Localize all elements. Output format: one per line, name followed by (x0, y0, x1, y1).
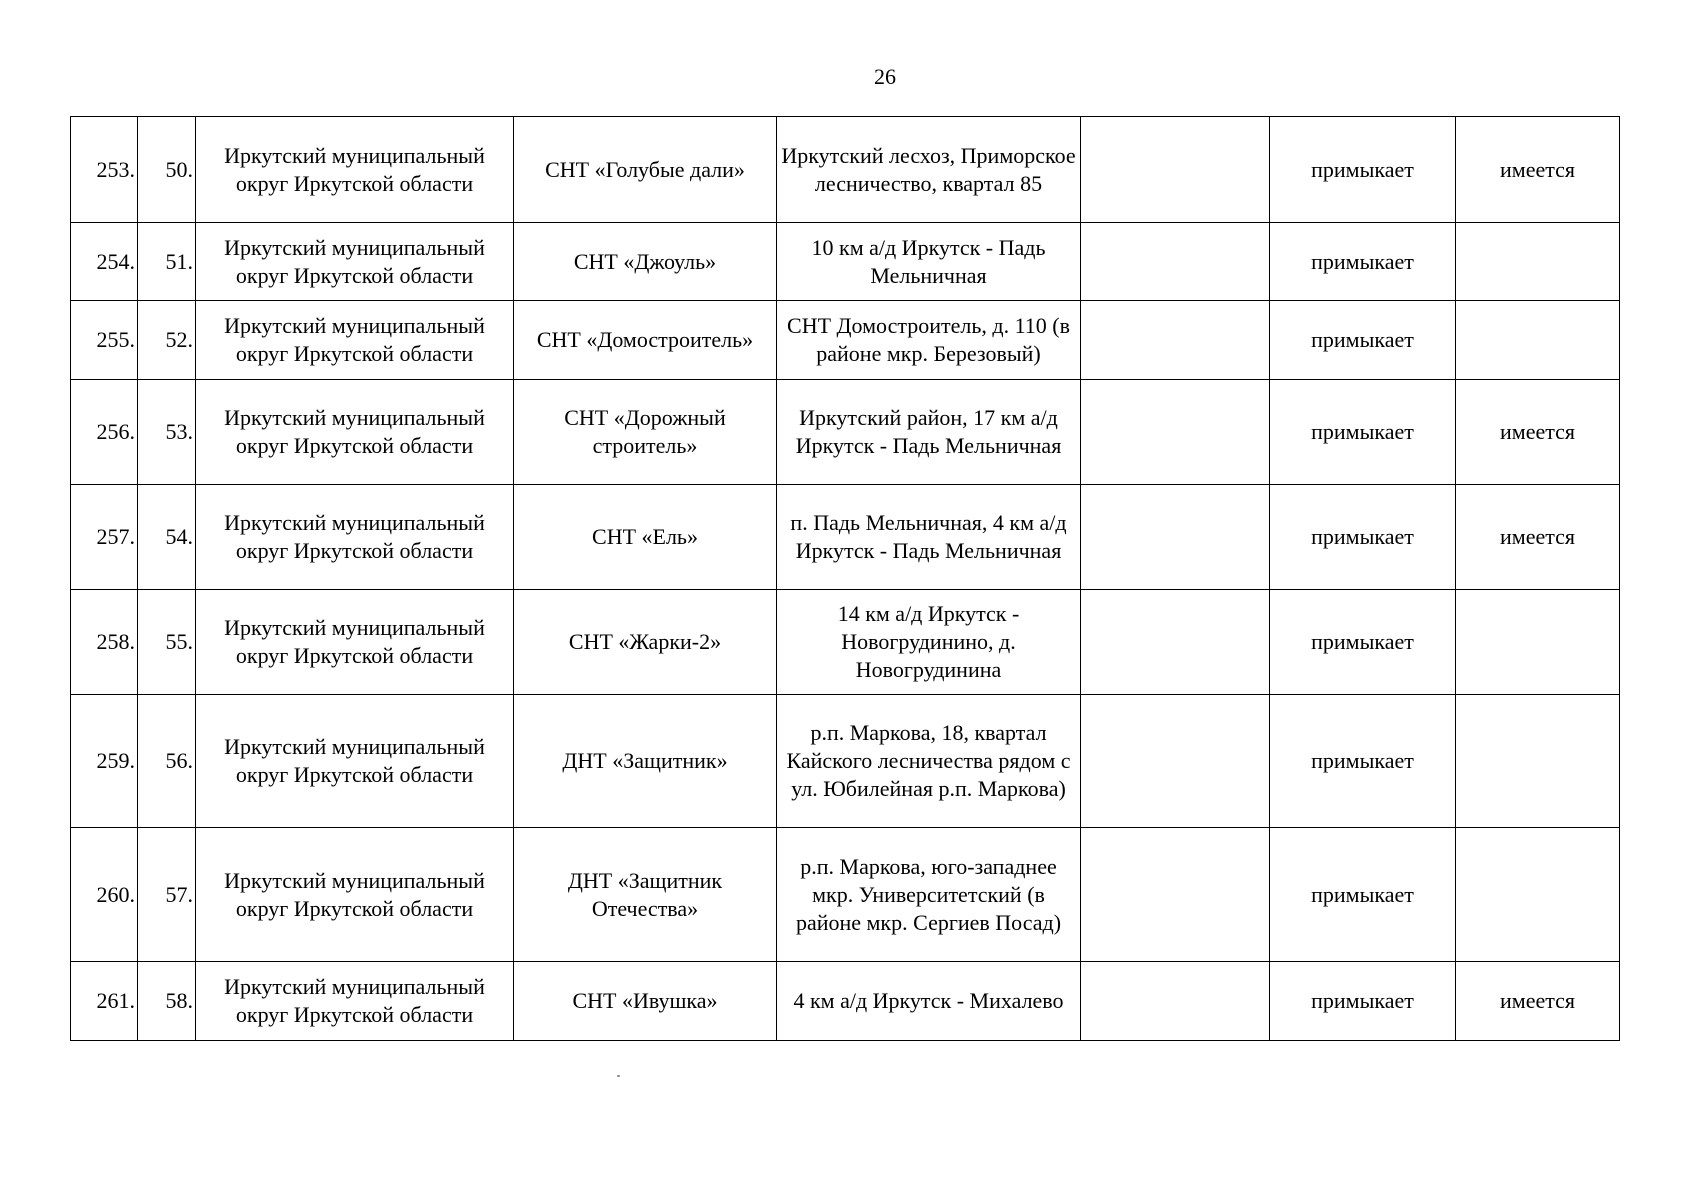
organization-name-cell: СНТ «Ивушка» (514, 962, 777, 1041)
adjacency-status-cell: примыкает (1270, 223, 1456, 301)
availability-status-cell: имеется (1456, 962, 1620, 1041)
extra-column-cell (1081, 485, 1270, 590)
district-cell: Иркутский муниципальный округ Иркутской области (196, 117, 514, 223)
availability-status-cell (1456, 695, 1620, 828)
row-number-cell: 258. (71, 590, 138, 695)
location-cell: р.п. Маркова, юго-западнее мкр. Университетский (в районе мкр. Сергиев Посад) (777, 828, 1081, 962)
sub-number-cell: 55. (138, 590, 196, 695)
row-number-cell: 253. (71, 117, 138, 223)
row-number-cell: 260. (71, 828, 138, 962)
extra-column-cell (1081, 117, 1270, 223)
register-table (70, 116, 1620, 1041)
sub-number-cell: 57. (138, 828, 196, 962)
availability-status-cell (1456, 828, 1620, 962)
table-row (71, 301, 1620, 380)
sub-number-cell: 56. (138, 695, 196, 828)
organization-name-cell: СНТ «Ель» (514, 485, 777, 590)
sub-number-cell: 53. (138, 380, 196, 485)
sub-number-cell: 51. (138, 223, 196, 301)
table-row (71, 828, 1620, 962)
availability-status-cell: имеется (1456, 485, 1620, 590)
row-number-cell: 254. (71, 223, 138, 301)
extra-column-cell (1081, 223, 1270, 301)
page-number: 26 (874, 64, 896, 89)
adjacency-status-cell: примыкает (1270, 301, 1456, 380)
district-cell: Иркутский муниципальный округ Иркутской области (196, 695, 514, 828)
adjacency-status-cell: примыкает (1270, 117, 1456, 223)
sub-number-cell: 50. (138, 117, 196, 223)
table-row (71, 485, 1620, 590)
availability-status-cell (1456, 301, 1620, 380)
adjacency-status-cell: примыкает (1270, 590, 1456, 695)
adjacency-status-cell: примыкает (1270, 485, 1456, 590)
location-cell: 4 км а/д Иркутск - Михалево (777, 962, 1081, 1041)
row-number-cell: 261. (71, 962, 138, 1041)
table-row (71, 695, 1620, 828)
location-cell: СНТ Домостроитель, д. 110 (в районе мкр. Березовый) (777, 301, 1081, 380)
organization-name-cell: СНТ «Джоуль» (514, 223, 777, 301)
location-cell: Иркутский лесхоз, Приморское лесничество, квартал 85 (777, 117, 1081, 223)
row-number-cell: 255. (71, 301, 138, 380)
availability-status-cell: имеется (1456, 117, 1620, 223)
district-cell: Иркутский муниципальный округ Иркутской области (196, 223, 514, 301)
row-number-cell: 259. (71, 695, 138, 828)
organization-name-cell: СНТ «Дорожный строитель» (514, 380, 777, 485)
location-cell: р.п. Маркова, 18, квартал Кайского лесничества рядом с ул. Юбилейная р.п. Маркова) (777, 695, 1081, 828)
district-cell: Иркутский муниципальный округ Иркутской области (196, 590, 514, 695)
availability-status-cell: имеется (1456, 380, 1620, 485)
extra-column-cell (1081, 590, 1270, 695)
location-cell: п. Падь Мельничная, 4 км а/д Иркутск - Падь Мельничная (777, 485, 1081, 590)
adjacency-status-cell: примыкает (1270, 380, 1456, 485)
sub-number-cell: 52. (138, 301, 196, 380)
table-row (71, 223, 1620, 301)
table-row (71, 590, 1620, 695)
organization-name-cell: СНТ «Жарки-2» (514, 590, 777, 695)
table-row (71, 117, 1620, 223)
sub-number-cell: 54. (138, 485, 196, 590)
extra-column-cell (1081, 962, 1270, 1041)
district-cell: Иркутский муниципальный округ Иркутской области (196, 301, 514, 380)
district-cell: Иркутский муниципальный округ Иркутской области (196, 485, 514, 590)
organization-name-cell: ДНТ «Защитник» (514, 695, 777, 828)
district-cell: Иркутский муниципальный округ Иркутской области (196, 828, 514, 962)
extra-column-cell (1081, 695, 1270, 828)
sub-number-cell: 58. (138, 962, 196, 1041)
adjacency-status-cell: примыкает (1270, 695, 1456, 828)
availability-status-cell (1456, 223, 1620, 301)
district-cell: Иркутский муниципальный округ Иркутской области (196, 380, 514, 485)
location-cell: 10 км а/д Иркутск - Падь Мельничная (777, 223, 1081, 301)
district-cell: Иркутский муниципальный округ Иркутской области (196, 962, 514, 1041)
adjacency-status-cell: примыкает (1270, 828, 1456, 962)
extra-column-cell (1081, 380, 1270, 485)
extra-column-cell (1081, 828, 1270, 962)
extra-column-cell (1081, 301, 1270, 380)
table-row (71, 962, 1620, 1041)
organization-name-cell: СНТ «Голубые дали» (514, 117, 777, 223)
adjacency-status-cell: примыкает (1270, 962, 1456, 1041)
availability-status-cell (1456, 590, 1620, 695)
row-number-cell: 256. (71, 380, 138, 485)
table-row (71, 380, 1620, 485)
organization-name-cell: ДНТ «Защитник Отечества» (514, 828, 777, 962)
location-cell: 14 км а/д Иркутск - Новогрудинино, д. Новогрудинина (777, 590, 1081, 695)
location-cell: Иркутский район, 17 км а/д Иркутск - Падь Мельничная (777, 380, 1081, 485)
scan-speck (617, 1075, 620, 1077)
row-number-cell: 257. (71, 485, 138, 590)
organization-name-cell: СНТ «Домостроитель» (514, 301, 777, 380)
table-body (71, 117, 1620, 1041)
